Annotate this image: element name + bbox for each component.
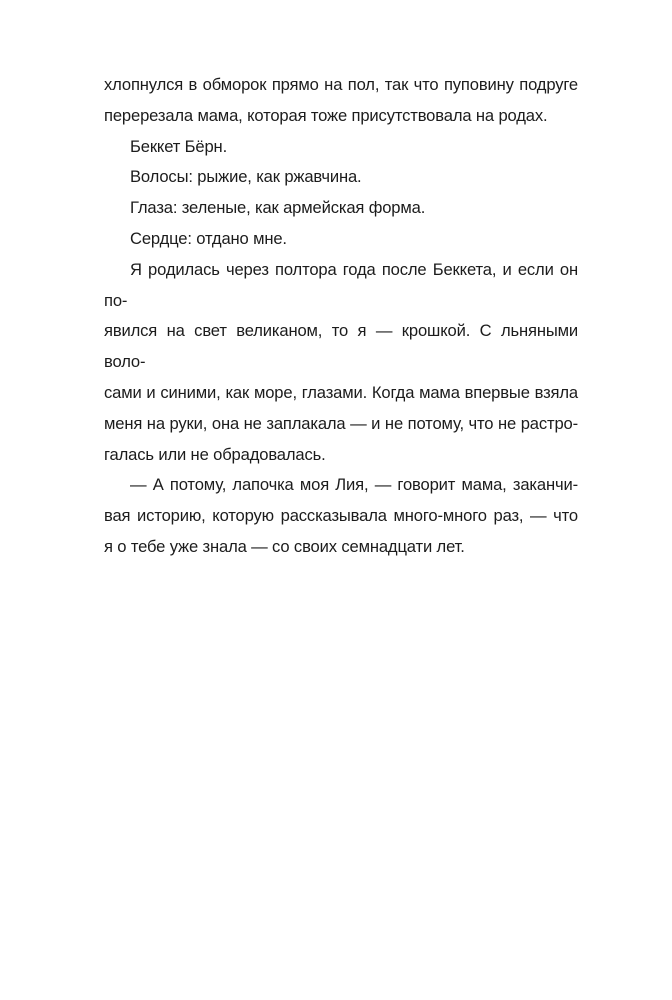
text-line: сами и синими, как море, глазами. Когда мама впервые взяла: [104, 382, 578, 402]
text-line: меня на руки, она не заплакала — и не потому, что не растро-: [104, 413, 578, 433]
paragraph: [104, 162, 578, 193]
paragraph: [104, 193, 578, 224]
text-line: галась или не обрадовалась.: [104, 444, 326, 464]
paragraph: [104, 224, 578, 255]
text-line: Я родилась через полтора года после Беккета, и если он по-: [104, 259, 578, 310]
paragraph: [104, 255, 578, 471]
body-text: [104, 70, 578, 563]
text-line: Волосы: рыжие, как ржавчина.: [130, 167, 362, 187]
text-line: перерезала мама, которая тоже присутствовала на родах.: [104, 105, 548, 125]
text-line: Сердце: отдано мне.: [130, 228, 287, 248]
text-line: вая историю, которую рассказывала много-много раз, — что: [104, 506, 578, 526]
text-line: явился на свет великаном, то я — крошкой. С льняными воло-: [104, 321, 578, 372]
text-line: Глаза: зеленые, как армейская форма.: [130, 198, 426, 218]
text-line: Беккет Бёрн.: [130, 136, 228, 156]
paragraph: [104, 70, 578, 132]
text-line: хлопнулся в обморок прямо на пол, так что пуповину подруге: [104, 75, 578, 94]
text-line: — А потому, лапочка моя Лия, — говорит мама, заканчи-: [130, 475, 578, 495]
paragraph: [104, 470, 578, 562]
text-line: я о тебе уже знала — со своих семнадцати лет.: [104, 536, 465, 556]
paragraph: [104, 132, 578, 163]
